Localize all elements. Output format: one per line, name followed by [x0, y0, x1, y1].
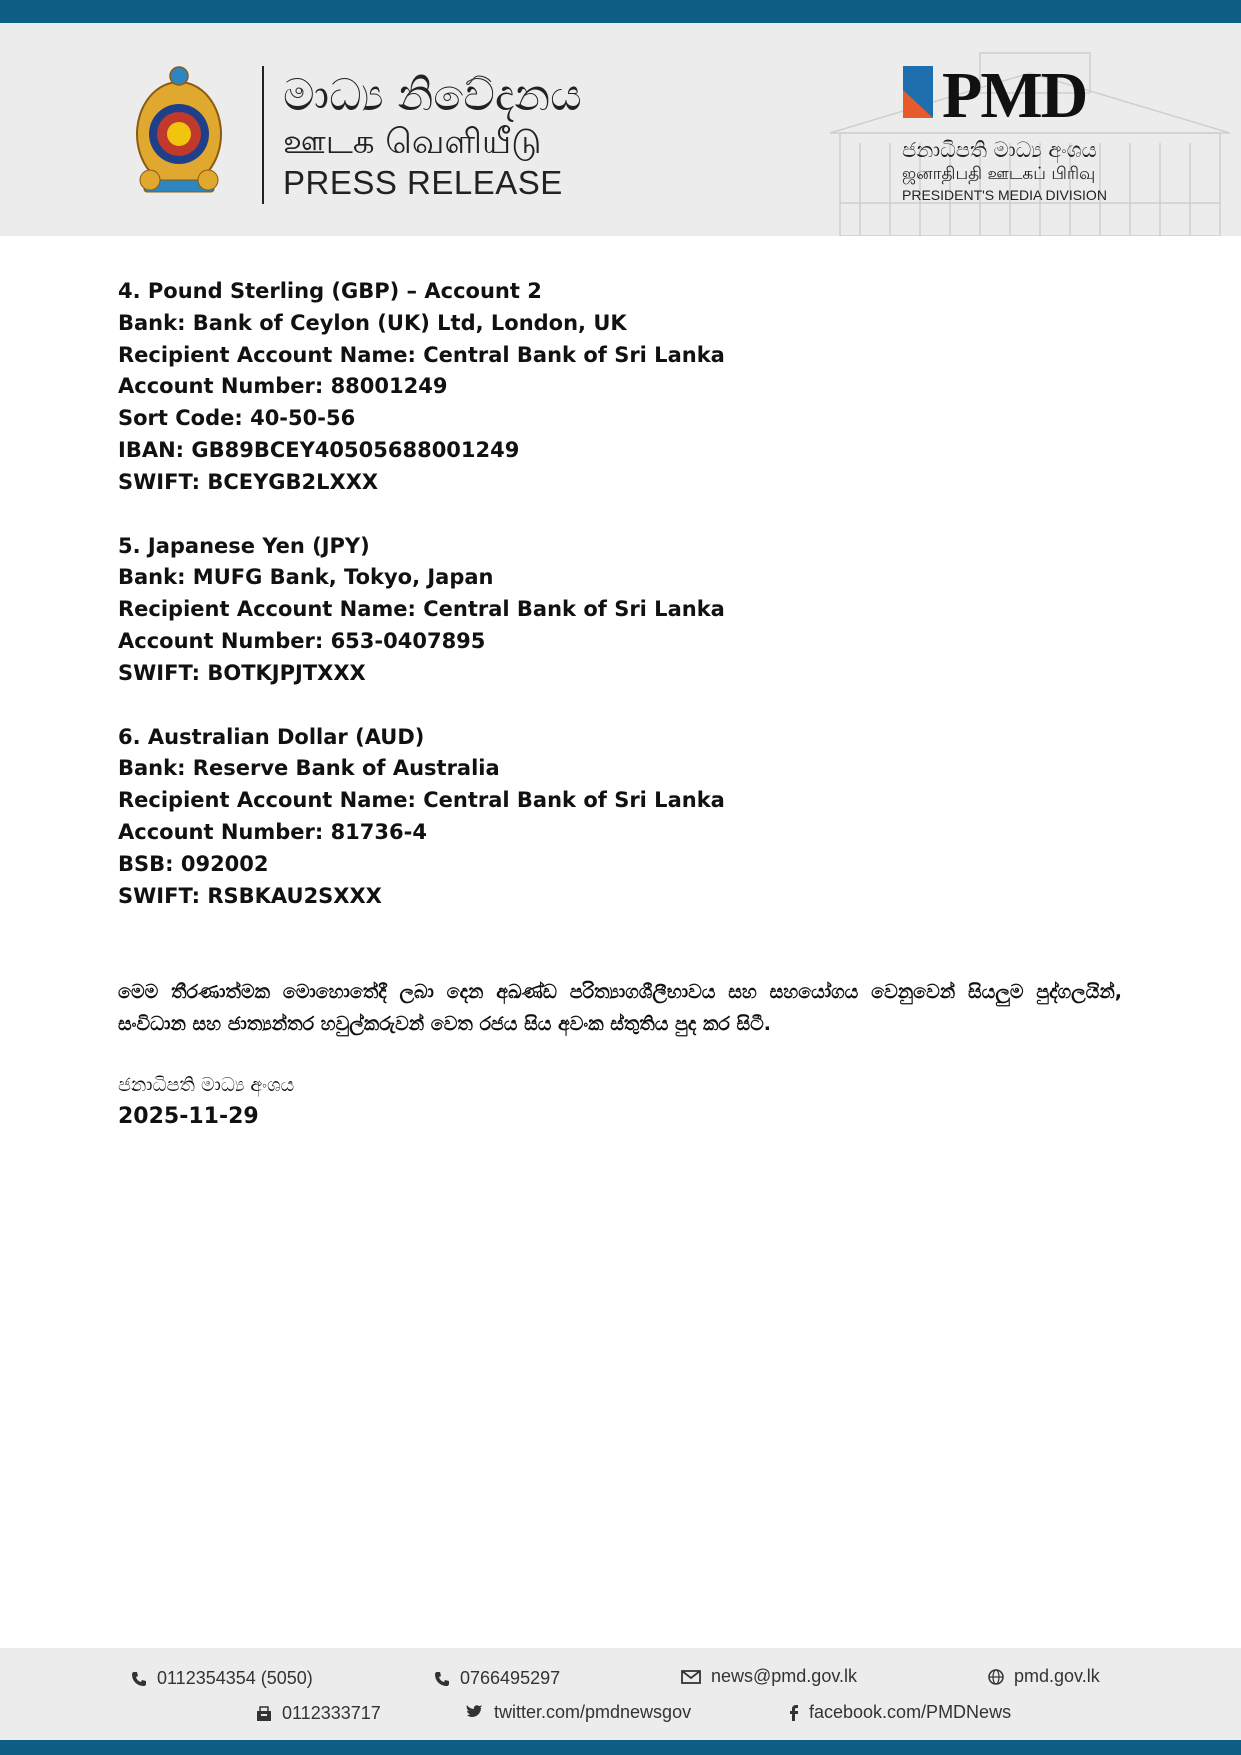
account-section-gbp — [118, 276, 1128, 499]
account-line: Recipient Account Name: Central Bank of Sri Lanka — [118, 597, 725, 622]
pmd-logo-text: PMD — [942, 59, 1087, 132]
twitter-icon — [466, 1705, 484, 1720]
sri-lanka-emblem-icon — [130, 62, 228, 202]
account-section-aud — [118, 722, 1128, 913]
footer-website-text: pmd.gov.lk — [1014, 1666, 1100, 1686]
title-tamil: ஊடக வெளியீடு — [283, 122, 542, 162]
account-line: Recipient Account Name: Central Bank of Sri Lanka — [118, 342, 725, 367]
fax-icon — [256, 1706, 272, 1722]
footer-twitter[interactable] — [466, 1702, 691, 1723]
account-line: Account Number: 653-0407895 — [118, 628, 486, 653]
title-sinhala: මාධ්‍ය නිවේදනය — [283, 70, 582, 121]
footer-fax-text: 0112333717 — [282, 1703, 381, 1723]
footer-email-text: news@pmd.gov.lk — [711, 1666, 857, 1686]
footer-facebook-text: facebook.com/PMDNews — [809, 1702, 1012, 1722]
pmd-name-tamil: ஜனாதிபதி ஊடகப் பிரிவு — [902, 164, 1096, 184]
footer-facebook[interactable] — [789, 1702, 1011, 1723]
account-line: SWIFT: RSBKAU2SXXX — [118, 883, 382, 908]
account-line: Recipient Account Name: Central Bank of Sri Lanka — [118, 788, 725, 813]
account-line: 6. Australian Dollar (AUD) — [118, 724, 425, 749]
account-line: Bank: Reserve Bank of Australia — [118, 756, 500, 781]
facebook-icon — [789, 1705, 799, 1721]
pmd-name-sinhala: ජනාධිපති මාධ්‍ය අංශය — [902, 138, 1097, 162]
footer-email[interactable] — [681, 1666, 857, 1687]
account-line: SWIFT: BCEYGB2LXXX — [118, 469, 379, 494]
account-line: 5. Japanese Yen (JPY) — [118, 533, 370, 558]
envelope-icon — [681, 1670, 701, 1684]
title-english: PRESS RELEASE — [283, 164, 563, 201]
pmd-name-english: PRESIDENT'S MEDIA DIVISION — [902, 187, 1107, 203]
bottom-color-bar — [0, 1740, 1241, 1755]
pmd-logo-icon — [903, 66, 933, 118]
account-line: Bank: MUFG Bank, Tokyo, Japan — [118, 565, 494, 590]
letterhead — [0, 23, 1241, 236]
signature-organization: ජනාධිපති මාධ්‍ය අංශය — [118, 1074, 295, 1096]
closing-statement: මෙම තීරණාත්මක මොහොතේදී ලබා දෙන අඛණ්ඩ පරිත්‍යාගශීලීභාවය සහ සහයෝගය වෙනුවෙන් සියලුම පුද්ගලයින්, සංවිධාන සහ ජාත්‍යන්තර හවුල්කරුවන් වෙත රජය සිය අවංක ස්තුතිය පුද කර සිටී. — [118, 981, 1122, 1035]
globe-icon — [988, 1669, 1004, 1685]
contact-footer — [0, 1648, 1241, 1740]
account-line: SWIFT: BOTKJPJTXXX — [118, 660, 366, 685]
account-line: 4. Pound Sterling (GBP) – Account 2 — [118, 279, 542, 303]
footer-website[interactable] — [988, 1666, 1100, 1687]
footer-phone-1[interactable] — [131, 1668, 313, 1689]
header-divider — [262, 66, 264, 204]
footer-phone-2[interactable] — [434, 1668, 560, 1689]
account-line: BSB: 092002 — [118, 851, 269, 876]
account-line: Account Number: 81736-4 — [118, 819, 427, 844]
signature-date: 2025-11-29 — [118, 1104, 259, 1129]
footer-phone-1-text: 0112354354 (5050) — [157, 1668, 313, 1688]
footer-twitter-text: twitter.com/pmdnewsgov — [494, 1702, 692, 1722]
account-line: Sort Code: 40-50-56 — [118, 406, 356, 431]
phone-icon — [131, 1671, 147, 1687]
account-section-jpy — [118, 531, 1128, 690]
footer-phone-2-text: 0766495297 — [460, 1668, 561, 1688]
account-line: Account Number: 88001249 — [118, 374, 448, 399]
account-line: IBAN: GB89BCEY40505688001249 — [118, 437, 520, 462]
phone-icon — [434, 1671, 450, 1687]
account-line: Bank: Bank of Ceylon (UK) Ltd, London, UK — [118, 310, 627, 335]
account-details — [118, 276, 1128, 944]
footer-fax[interactable] — [256, 1703, 381, 1724]
top-color-bar — [0, 0, 1241, 23]
